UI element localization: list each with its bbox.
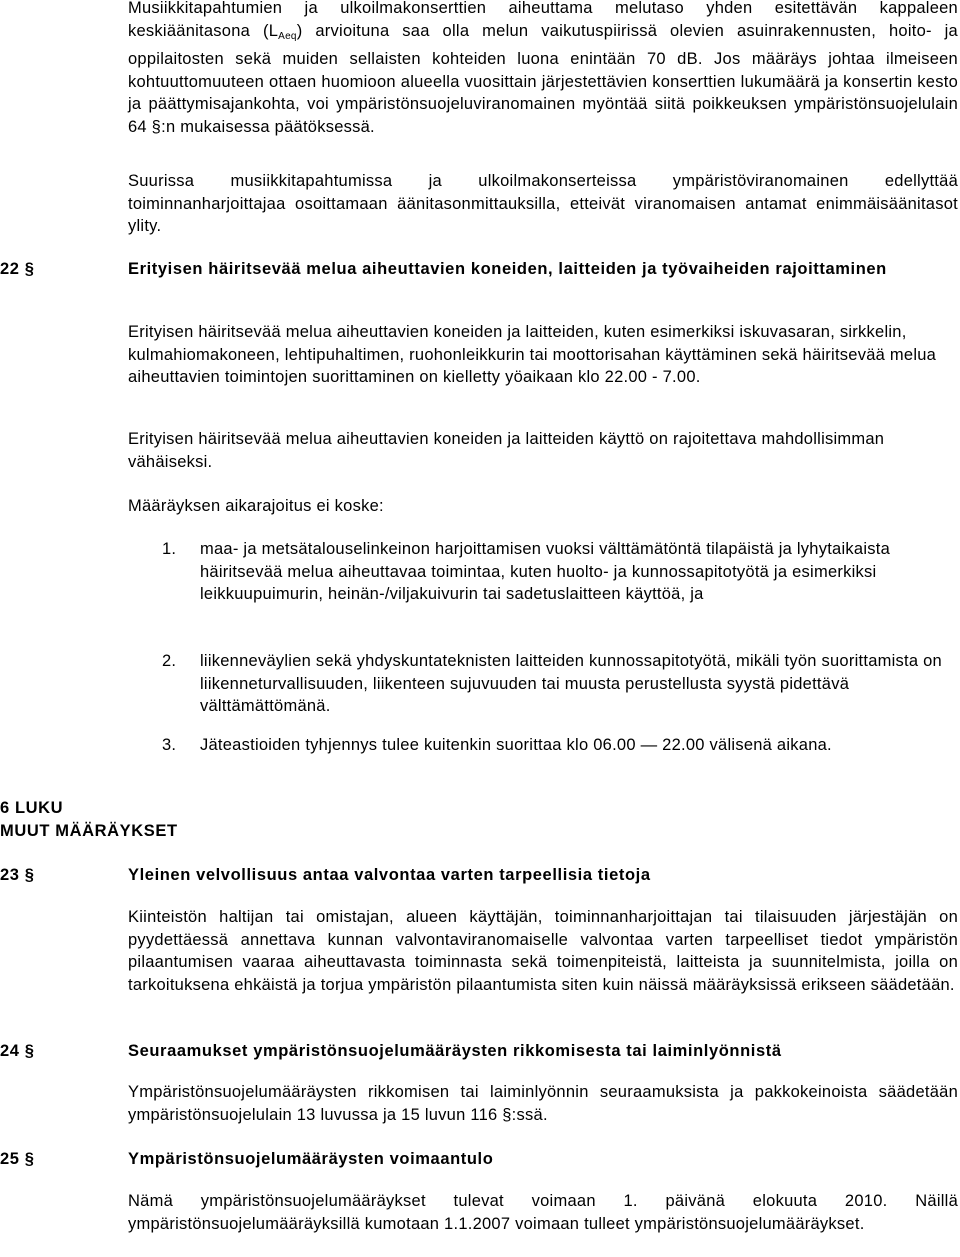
paragraph-text-cont: ) arvioituna saa olla melun vaikutuspiirissä olevien asuinrakennusten, hoito- ja oppilaitosten sekä muiden sellaisten kohteiden luona enintään 70 dB. Jos määräys johtaa ilmeiseen kohtuuttomuuteen ottaen huomioon alueella vuosittain järjestettävien konserttien lukumäärä ja konsertin kesto ja päättymisajankohta, voi ympäristönsuojeluviranomainen myöntää siitä poikkeuksen ympäristönsuojelulain 64 §:n mukaisessa päätöksessä. [128,21,958,136]
section-22-paragraph-3: Määräyksen aikarajoitus ei koske: [128,497,384,515]
section-number: 22 § [0,260,35,278]
list-item-3 [128,734,958,758]
paragraph-concert-noise [128,0,958,138]
section-number: 23 § [0,866,35,884]
section-title: Ympäristönsuojelumääräysten voimaantulo [128,1150,494,1168]
section-22-paragraph-2: Erityisen häiritsevää melua aiheuttavien koneiden ja laitteiden käyttö on rajoitettava mahdollisimman vähäiseksi. [128,430,885,471]
section-title: Erityisen häiritsevää melua aiheuttavien koneiden, laitteiden ja työvaiheiden rajoittaminen [128,260,887,278]
section-23-paragraph: Kiinteistön haltijan tai omistajan, alueen käyttäjän, toiminnanharjoittajan tai tilaisuuden järjestäjän on pyydettäessä annettava kunnan valvontaviranomaiselle valvontaa varten tarpeelliset tiedot ympäristön pilaantumisen vaaraa aiheuttavasta toiminnasta sekä toimenpiteistä, laitteista ja suunnitelmista, joilla on tarkoituksena ehkäistä ja torjua ympäristön pilaantumista siten kuin näissä määräyksissä erikseen säädetään. [128,908,958,994]
list-item-1 [128,538,958,630]
list-text: maa- ja metsätalouselinkeinon harjoittamisen vuoksi välttämätöntä tilapäistä ja lyhytaikaista häiritsevää melua aiheuttavaa toimintaa, kuten huolto- ja kunnossapitotyötä ja esimerkiksi leikkuupuimurin, heinän-/viljakuivurin tai sadetuslaitteen käyttöä, ja [200,540,891,603]
list-text: liikenneväylien sekä yhdyskuntateknisten laitteiden kunnossapitotyötä, mikäli työn suorittamista on liikenneturvallisuuden, liikenteen sujuvuuden tai muusta perustellusta syystä pidettävä välttämättömänä. [200,652,942,715]
paragraph-text: Musiikkitapahtumien ja ulkoilmakonserttien aiheuttama melutaso yhden esitettävän kappaleen keskiäänitasona (L [128,0,958,40]
section-number: 24 § [0,1042,35,1060]
section-25-paragraph: Nämä ympäristönsuojelumääräykset tulevat voimaan 1. päivänä elokuuta 2010. Näillä ympäristönsuojelumääräyksillä kumotaan 1.1.2007 voimaan tulleet ympäristönsuojelumääräykset. [128,1192,958,1233]
chapter-title: MUUT MÄÄRÄYKSET [0,821,178,840]
paragraph-big-events: Suurissa musiikkitapahtumissa ja ulkoilmakonserteissa ympäristöviranomainen edellyttää toiminnanharjoittajaa osoittamaan äänitasonmittauksilla, etteivät viranomaisen antamat enimmäisäänitasot ylity. [128,172,958,235]
section-title: Yleinen velvollisuus antaa valvontaa varten tarpeellisia tietoja [128,866,651,884]
section-number: 25 § [0,1150,35,1168]
chapter-number: 6 LUKU [0,799,64,817]
section-22-paragraph-1: Erityisen häiritsevää melua aiheuttavien koneiden ja laitteiden, kuten esimerkiksi iskuvasaran, sirkkelin, kulmahiomakoneen, lehtipuhaltimen, ruohonleikkurin tai moottorisahan käyttäminen sekä häiritsevää melua aiheuttavien toimintojen suorittaminen on kielletty yöaikaan klo 22.00 - 7.00. [128,323,937,386]
subscript-aeq: Aeq [278,30,297,42]
section-24-paragraph: Ympäristönsuojelumääräysten rikkomisen tai laiminlyönnin seuraamuksista ja pakkokeinoista säädetään ympäristönsuojelulain 13 luvussa ja 15 luvun 116 §:ssä. [128,1083,958,1124]
list-text: Jäteastioiden tyhjennys tulee kuitenkin suorittaa klo 06.00 — 22.00 välisenä aikana. [200,736,832,754]
chapter-heading [0,797,178,842]
list-number: 3. [162,736,177,754]
section-title: Seuraamukset ympäristönsuojelumääräysten rikkomisesta tai laiminlyönnistä [128,1042,782,1060]
list-number: 1. [162,540,177,558]
list-item-2 [128,650,958,720]
list-number: 2. [162,652,177,670]
